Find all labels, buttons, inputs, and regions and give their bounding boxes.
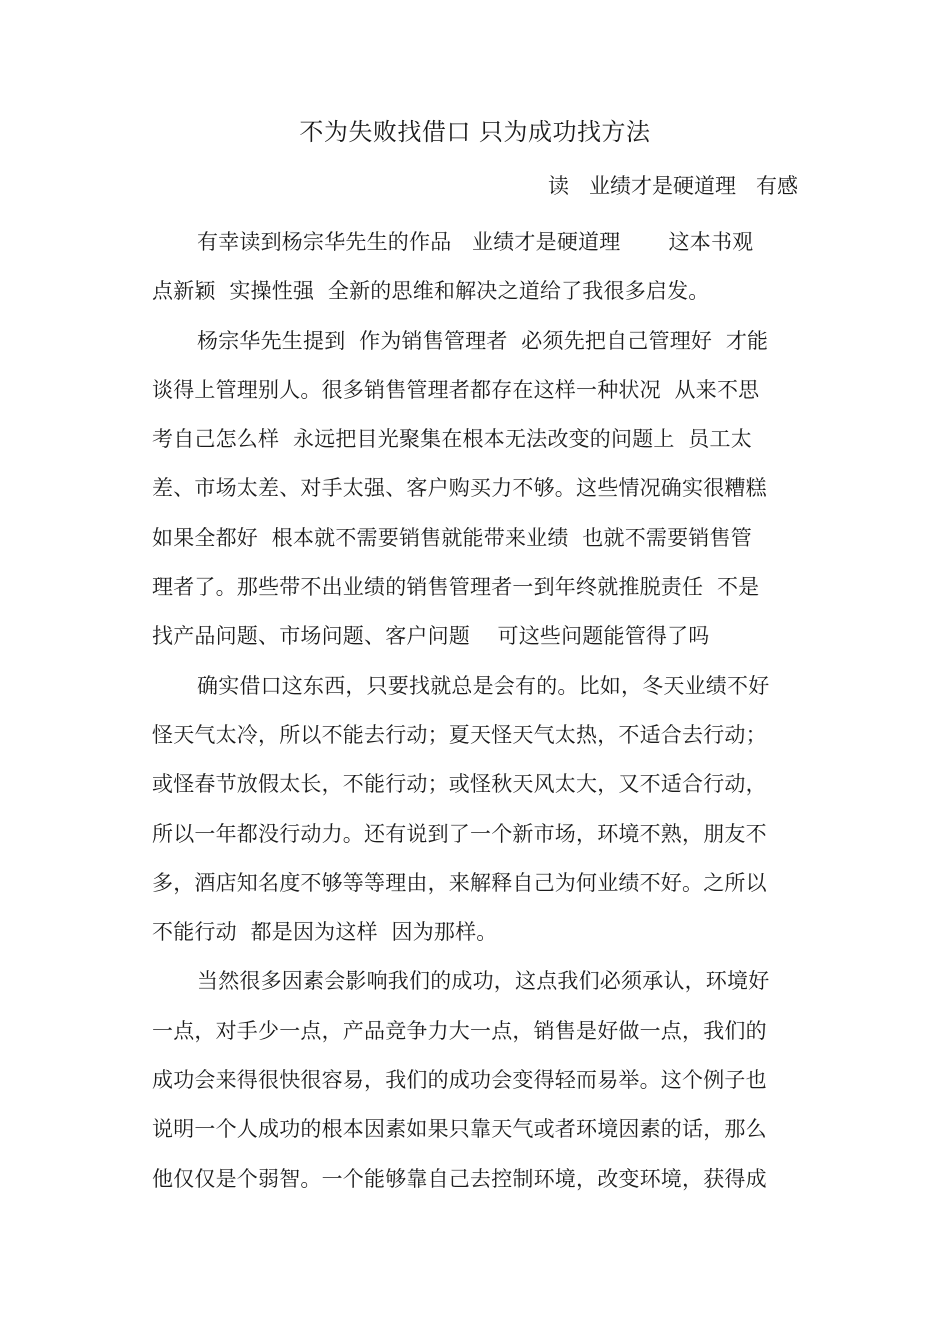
- document-title: 不为失败找借口 只为成功找方法: [299, 118, 651, 146]
- paragraph: [152, 317, 798, 662]
- text-line: 多，酒店知名度不够等等理由，来解释自己为何业绩不好。之所以: [152, 870, 767, 895]
- text-line: 点新颖 实操性强 全新的思维和解决之道给了我很多启发。: [152, 279, 710, 304]
- text-line: 考自己怎么样 永远把目光聚集在根本无法改变的问题上 员工太: [152, 427, 752, 452]
- text-line: 他仅仅是个弱智。一个能够靠自己去控制环境，改变环境，获得成: [152, 1166, 767, 1191]
- text-line: 怪天气太冷，所以不能去行动；夏天怪天气太热，不适合去行动；: [152, 722, 767, 747]
- text-line: 找产品问题、市场问题、客户问题 可这些问题能管得了吗: [152, 624, 710, 649]
- text-line: 所以一年都没行动力。还有说到了一个新市场，环境不熟，朋友不: [152, 821, 767, 846]
- paragraph: [152, 218, 798, 317]
- text-line: 如果全都好 根本就不需要销售就能带来业绩 也就不需要销售管: [152, 525, 752, 550]
- document-body: [152, 218, 798, 1204]
- text-line: 当然很多因素会影响我们的成功，这点我们必须承认，环境好: [197, 969, 770, 994]
- text-line: 不能行动 都是因为这样 因为那样。: [152, 920, 498, 945]
- text-line: 有幸读到杨宗华先生的作品 业绩才是硬道理 这本书观: [197, 230, 754, 254]
- text-line: 或怪春节放假太长，不能行动；或怪秋天风太大，又不适合行动，: [152, 772, 767, 797]
- text-line: 确实借口这东西，只要找就总是会有的。比如，冬天业绩不好: [197, 673, 770, 698]
- document-subtitle: 读 业绩才是硬道理 有感: [547, 174, 798, 198]
- paragraph: [152, 957, 798, 1203]
- text-line: 杨宗华先生提到 作为销售管理者 必须先把自己管理好 才能: [197, 328, 769, 353]
- text-line: 谈得上管理别人。很多销售管理者都存在这样一种状况 从来不思: [152, 377, 760, 402]
- text-line: 成功会来得很快很容易，我们的成功会变得轻而易举。这个例子也: [152, 1068, 767, 1093]
- text-line: 一点，对手少一点，产品竞争力大一点，销售是好做一点，我们的: [152, 1018, 767, 1043]
- text-line: 差、市场太差、对手太强、客户购买力不够。这些情况确实很糟糕: [152, 476, 767, 501]
- paragraph: [152, 662, 798, 958]
- text-line: 说明一个人成功的根本因素如果只靠天气或者环境因素的话，那么: [152, 1117, 767, 1142]
- text-line: 理者了。那些带不出业绩的销售管理者一到年终就推脱责任 不是: [152, 575, 760, 600]
